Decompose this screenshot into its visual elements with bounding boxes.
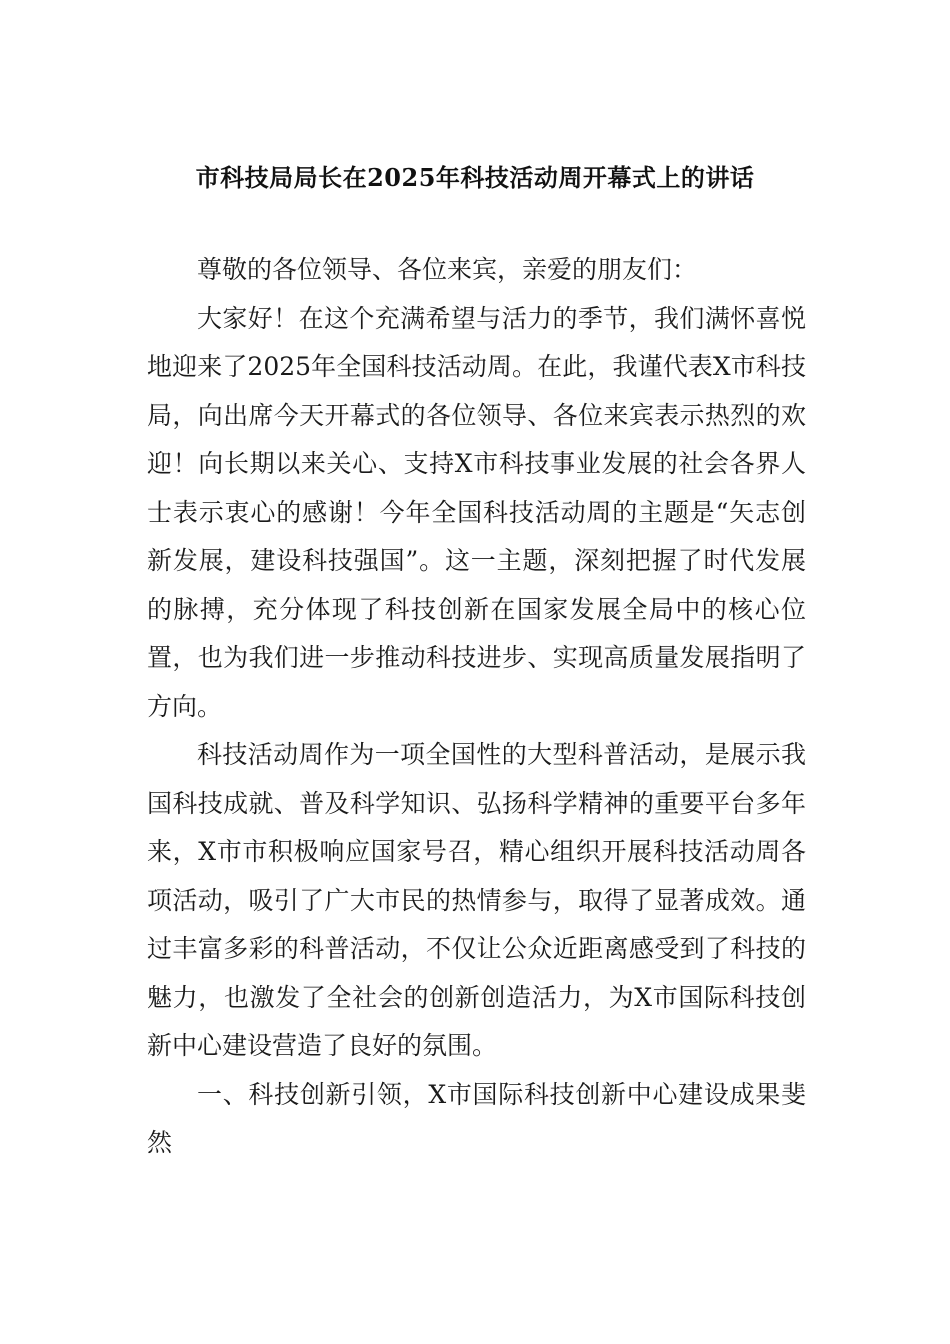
salutation-paragraph: 尊敬的各位领导、各位来宾，亲爱的朋友们： — [197, 255, 698, 284]
opening-paragraph: 大家好！在这个充满希望与活力的季节，我们满怀喜悦地迎来了2025年全国科技活动周。在此，我谨代表X市科技局，向出席今天开幕式的各位领导、各位来宾表示热烈的欢迎！向长期以来关心、支持X市科技事业发展的社会各界人士表示衷心的感谢！今年全国科技活动周的主题是“矢志创新发展，建设科技强国”。这一主题，深刻把握了时代发展的脉搏，充分体现了科技创新在国家发展全局中的核心位置，也为我们进一步推动科技进步、实现高质量发展指明了方向。 — [147, 303, 806, 721]
document-body — [147, 246, 806, 1168]
page-title: 市科技局局长在2025年科技活动周开幕式上的讲话 — [195, 163, 755, 192]
section-heading-1: 一、科技创新引领，X市国际科技创新中心建设成果斐然 — [147, 1079, 806, 1157]
background-paragraph: 科技活动周作为一项全国性的大型科普活动，是展示我国科技成就、普及科学知识、弘扬科学精神的重要平台多年来，X市市积极响应国家号召，精心组织开展科技活动周各项活动，吸引了广大市民的热情参与，取得了显著成效。通过丰富多彩的科普活动，不仅让公众近距离感受到了科技的魅力，也激发了全社会的创新创造活力，为X市国际科技创新中心建设营造了良好的氛围。 — [147, 740, 806, 1060]
